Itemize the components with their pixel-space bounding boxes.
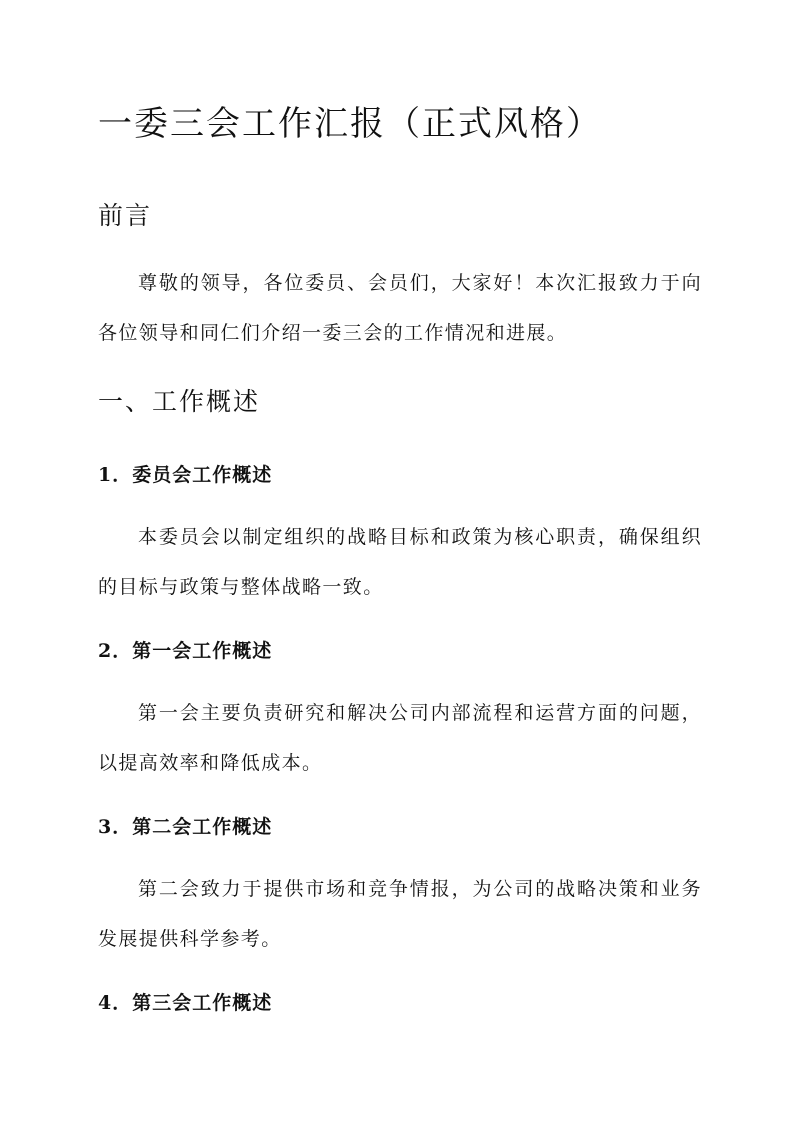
section-heading-overview: 一、工作概述: [98, 387, 261, 416]
preface-heading: 前言: [98, 201, 153, 230]
document-title: 一委三会工作汇报（正式风格）: [98, 104, 602, 144]
subsection-heading-committee: 1．委员会工作概述: [98, 464, 273, 486]
preface-paragraph: 尊敬的领导，各位委员、会员们，大家好！本次汇报致力于向各位领导和同仁们介绍一委三会的工作情况和进展。: [98, 272, 702, 344]
subsection-paragraph-first-council: 第一会主要负责研究和解决公司内部流程和运营方面的问题，以提高效率和降低成本。: [98, 702, 702, 774]
subsection-paragraph-committee: 本委员会以制定组织的战略目标和政策为核心职责，确保组织的目标与政策与整体战略一致。: [98, 526, 702, 598]
subsection-heading-second-council: 3．第二会工作概述: [98, 816, 273, 838]
subsection-heading-third-council: 4．第三会工作概述: [98, 992, 273, 1014]
subsection-heading-first-council: 2．第一会工作概述: [98, 640, 273, 662]
subsection-paragraph-second-council: 第二会致力于提供市场和竞争情报，为公司的战略决策和业务发展提供科学参考。: [98, 878, 702, 950]
